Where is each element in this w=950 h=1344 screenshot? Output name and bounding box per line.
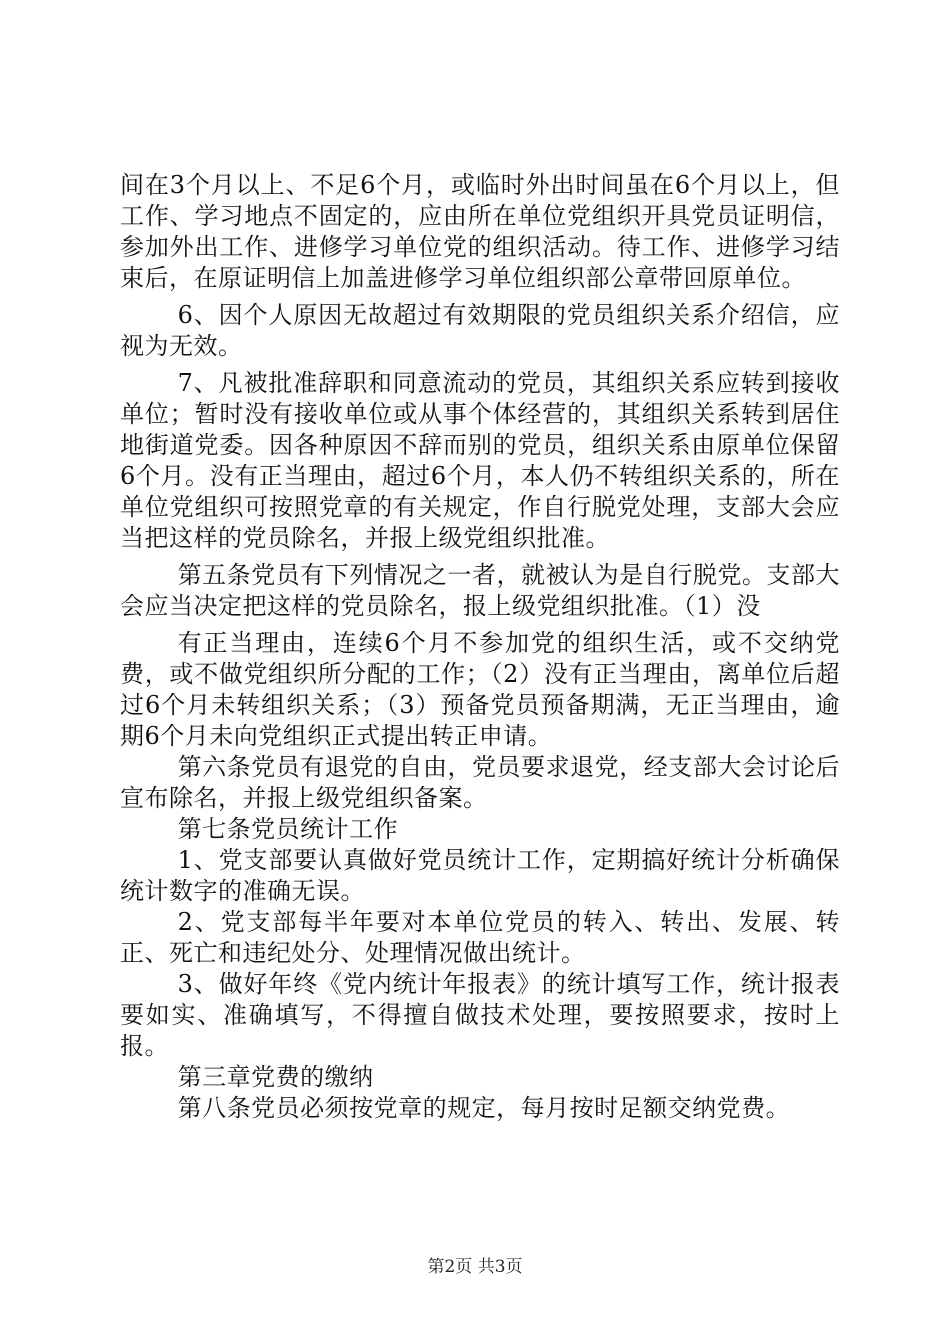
paragraph-11: 第三章党费的缴纳 [177,1063,374,1091]
paragraph-6: 第六条党员有退党的自由，党员要求退党，经支部大会讨论后宣布除名，并报上级党组织备案。 [120,753,840,812]
paragraph-2: 6、因个人原因无故超过有效期限的党员组织关系介绍信，应视为无效。 [120,301,840,360]
paragraph-4: 第五条党员有下列情况之一者，就被认为是自行脱党。支部大会应当决定把这样的党员除名，报上级党组织批准。（1）没 [120,561,840,620]
paragraph-5: 有正当理由，连续6个月不参加党的组织生活，或不交纳党费，或不做党组织所分配的工作；（2）没有正当理由，离单位后超过6个月未转组织关系；（3）预备党员预备期满，无正当理由，逾期6个月未向党组织正式提出转正申请。 [120,629,840,750]
paragraph-1: 间在3个月以上、不足6个月，或临时外出时间虽在6个月以上，但工作、学习地点不固定的，应由所在单位党组织开具党员证明信，参加外出工作、进修学习单位党的组织活动。待工作、进修学习结束后，在原证明信上加盖进修学习单位组织部公章带回原单位。 [120,171,840,292]
document-body [120,170,840,1124]
paragraph-9: 2、党支部每半年要对本单位党员的转入、转出、发展、转正、死亡和违纪处分、处理情况做出统计。 [120,908,840,967]
paragraph-10: 3、做好年终《党内统计年报表》的统计填写工作，统计报表要如实、准确填写，不得擅自做技术处理，要按照要求，按时上报。 [120,970,840,1060]
page-number-footer: 第2页 共3页 [427,1257,523,1277]
paragraph-12: 第八条党员必须按党章的规定，每月按时足额交纳党费。 [177,1094,791,1122]
paragraph-3: 7、凡被批准辞职和同意流动的党员，其组织关系应转到接收单位；暂时没有接收单位或从事个体经营的，其组织关系转到居住地街道党委。因各种原因不辞而别的党员，组织关系由原单位保留6个月。没有正当理由，超过6个月，本人仍不转组织关系的，所在单位党组织可按照党章的有关规定，作自行脱党处理，支部大会应当把这样的党员除名，并报上级党组织批准。 [120,369,840,552]
paragraph-7: 第七条党员统计工作 [177,815,399,843]
paragraph-8: 1、党支部要认真做好党员统计工作，定期搞好统计分析确保统计数字的准确无误。 [120,846,840,905]
